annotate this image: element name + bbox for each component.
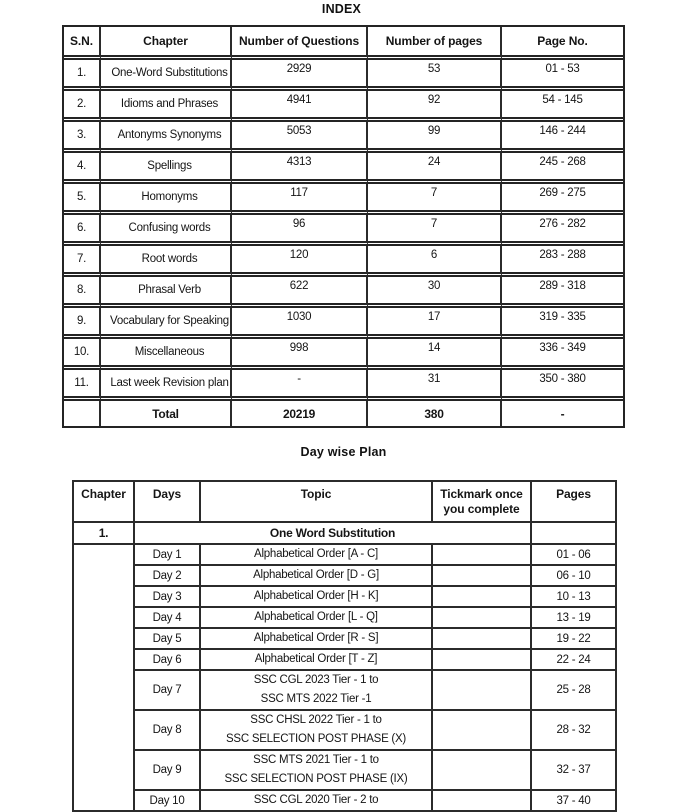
pages-cell: 37 - 40: [531, 790, 616, 811]
page-range-cell: 289 - 318: [502, 277, 623, 308]
questions-cell: 998: [232, 339, 368, 370]
pages-count-cell: 24: [368, 153, 502, 184]
header-questions: Number of Questions: [232, 27, 368, 60]
chapter-heading-row: [73, 522, 616, 544]
total-pages-cell: 380: [368, 401, 502, 426]
index-header-row: [64, 27, 623, 60]
topic-line-2: SSC SELECTION POST PHASE (X): [225, 733, 407, 745]
day-cell: Day 1: [134, 544, 200, 565]
chapter-cell: Miscellaneous: [101, 339, 232, 370]
topic-cell: [200, 628, 432, 649]
topic-cell: [200, 790, 432, 811]
pages-cell: 01 - 06: [531, 544, 616, 565]
day-row: [73, 649, 616, 670]
sn-cell: 10.: [64, 339, 101, 370]
chapter-number-cell: 1.: [73, 522, 134, 544]
day-row: [73, 750, 616, 790]
questions-cell: 120: [232, 246, 368, 277]
page-range-cell: 319 - 335: [502, 308, 623, 339]
topic-cell: [200, 586, 432, 607]
day-cell: Day 2: [134, 565, 200, 586]
day-cell: Day 4: [134, 607, 200, 628]
sn-cell: 4.: [64, 153, 101, 184]
pages-count-cell: 6: [368, 246, 502, 277]
questions-cell: 1030: [232, 308, 368, 339]
topic-line-1: SSC CGL 2020 Tier - 2 to: [253, 794, 379, 806]
pages-cell: 06 - 10: [531, 565, 616, 586]
header-pages: Number of pages: [368, 27, 502, 60]
header-topic: Topic: [200, 481, 432, 522]
pages-cell: 32 - 37: [531, 750, 616, 790]
tickmark-cell: [432, 710, 531, 750]
sn-cell: 6.: [64, 215, 101, 246]
index-row: [64, 153, 623, 184]
sn-cell: 11.: [64, 370, 101, 401]
total-label-cell: Total: [101, 401, 232, 426]
index-row: [64, 246, 623, 277]
topic-cell: [200, 649, 432, 670]
topic-cell: [200, 544, 432, 565]
pages-count-cell: 14: [368, 339, 502, 370]
day-cell: Day 10: [134, 790, 200, 811]
questions-cell: -: [232, 370, 368, 401]
questions-cell: 5053: [232, 122, 368, 153]
index-row: [64, 122, 623, 153]
header-pages: Pages: [531, 481, 616, 522]
questions-cell: 4941: [232, 91, 368, 122]
page-range-cell: 276 - 282: [502, 215, 623, 246]
total-questions-cell: 20219: [232, 401, 368, 426]
topic-cell: [200, 710, 432, 750]
header-page-no: Page No.: [502, 27, 623, 60]
sn-cell: [64, 401, 101, 426]
plan-header-row: [73, 481, 616, 522]
page-range-cell: 01 - 53: [502, 60, 623, 91]
topic-line-1: Alphabetical Order [D - G]: [253, 569, 379, 581]
day-cell: Day 7: [134, 670, 200, 710]
topic-line-1: Alphabetical Order [A - C]: [254, 548, 378, 560]
day-row: [73, 607, 616, 628]
topic-line-1: Alphabetical Order [H - K]: [253, 590, 379, 602]
chapter-title-cell: One Word Substitution: [134, 522, 531, 544]
header-days: Days: [134, 481, 200, 522]
tickmark-cell: [432, 607, 531, 628]
day-row: [73, 586, 616, 607]
index-row: [64, 339, 623, 370]
questions-cell: 117: [232, 184, 368, 215]
questions-cell: 96: [232, 215, 368, 246]
pages-count-cell: 17: [368, 308, 502, 339]
page-range-cell: 350 - 380: [502, 370, 623, 401]
pages-cell: 28 - 32: [531, 710, 616, 750]
page-range-cell: 54 - 145: [502, 91, 623, 122]
index-row: [64, 60, 623, 91]
day-row: [73, 790, 616, 811]
pages-count-cell: 30: [368, 277, 502, 308]
header-chapter: Chapter: [101, 27, 232, 60]
tickmark-cell: [432, 670, 531, 710]
sn-cell: 2.: [64, 91, 101, 122]
pages-count-cell: 7: [368, 184, 502, 215]
header-chapter: Chapter: [73, 481, 134, 522]
topic-line-1: Alphabetical Order [T - Z]: [254, 653, 378, 665]
page-range-cell: 269 - 275: [502, 184, 623, 215]
day-row: [73, 565, 616, 586]
chapter-cell: Spellings: [101, 153, 232, 184]
topic-line-1: SSC CHSL 2022 Tier - 1 to: [250, 714, 382, 726]
day-cell: Day 6: [134, 649, 200, 670]
tickmark-cell: [432, 565, 531, 586]
index-row: [64, 184, 623, 215]
day-row: [73, 670, 616, 710]
day-row: [73, 544, 616, 565]
day-wise-plan-table: [72, 480, 617, 812]
topic-line-1: SSC CGL 2023 Tier - 1 to: [253, 674, 379, 686]
day-row: [73, 628, 616, 649]
day-cell: Day 8: [134, 710, 200, 750]
chapter-cell: Phrasal Verb: [101, 277, 232, 308]
pages-cell: 10 - 13: [531, 586, 616, 607]
total-page-range-cell: -: [560, 406, 565, 421]
topic-line-1: SSC MTS 2021 Tier - 1 to: [253, 754, 379, 766]
chapter-cell: Confusing words: [101, 215, 232, 246]
sn-cell: 7.: [64, 246, 101, 277]
index-row: [64, 277, 623, 308]
chapter-cell: Vocabulary for Speaking: [101, 308, 232, 339]
header-sn: S.N.: [64, 27, 101, 60]
tickmark-cell: [432, 544, 531, 565]
index-row: [64, 370, 623, 401]
topic-cell: [200, 750, 432, 790]
index-row: [64, 308, 623, 339]
chapter-cell: Last week Revision plan: [101, 370, 232, 401]
index-title: INDEX: [321, 2, 362, 16]
index-row: [64, 215, 623, 246]
topic-line-1: Alphabetical Order [R - S]: [253, 632, 379, 644]
chapter-cell: Root words: [101, 246, 232, 277]
pages-cell: 19 - 22: [531, 628, 616, 649]
questions-cell: 4313: [232, 153, 368, 184]
pages-cell: 13 - 19: [531, 607, 616, 628]
page-range-cell: 336 - 349: [502, 339, 623, 370]
chapter-cell: Idioms and Phrases: [101, 91, 232, 122]
pages-count-cell: 7: [368, 215, 502, 246]
pages-count-cell: 92: [368, 91, 502, 122]
tickmark-cell: [432, 649, 531, 670]
chapter-cell: Antonyms Synonyms: [101, 122, 232, 153]
page-range-cell: 146 - 244: [502, 122, 623, 153]
tickmark-cell: [432, 628, 531, 649]
sn-cell: 1.: [64, 60, 101, 91]
chapter-span-cell: [73, 544, 134, 811]
questions-cell: 622: [232, 277, 368, 308]
topic-cell: [200, 670, 432, 710]
topic-line-2: SSC SELECTION POST PHASE (IX): [224, 773, 408, 785]
questions-cell: 2929: [232, 60, 368, 91]
page-range-cell: 283 - 288: [502, 246, 623, 277]
sn-cell: 5.: [64, 184, 101, 215]
tickmark-cell: [432, 790, 531, 811]
index-total-row: [64, 401, 623, 426]
tickmark-cell: [432, 586, 531, 607]
header-tickmark: Tickmark once you complete: [432, 481, 531, 522]
topic-cell: [200, 565, 432, 586]
index-table: [62, 25, 625, 428]
day-cell: Day 9: [134, 750, 200, 790]
pages-cell: 25 - 28: [531, 670, 616, 710]
pages-cell: [531, 522, 616, 544]
topic-cell: [200, 607, 432, 628]
index-row: [64, 91, 623, 122]
day-cell: Day 5: [134, 628, 200, 649]
pages-count-cell: 53: [368, 60, 502, 91]
plan-title: Day wise Plan: [300, 445, 387, 459]
sn-cell: 9.: [64, 308, 101, 339]
topic-line-1: Alphabetical Order [L - Q]: [254, 611, 378, 623]
topic-line-2: SSC MTS 2022 Tier -1: [260, 693, 372, 705]
pages-count-cell: 31: [368, 370, 502, 401]
chapter-cell: One-Word Substitutions: [101, 60, 232, 91]
day-row: [73, 710, 616, 750]
page-range-cell: 245 - 268: [502, 153, 623, 184]
tickmark-cell: [432, 750, 531, 790]
day-cell: Day 3: [134, 586, 200, 607]
sn-cell: 8.: [64, 277, 101, 308]
pages-cell: 22 - 24: [531, 649, 616, 670]
chapter-cell: Homonyms: [101, 184, 232, 215]
pages-count-cell: 99: [368, 122, 502, 153]
sn-cell: 3.: [64, 122, 101, 153]
